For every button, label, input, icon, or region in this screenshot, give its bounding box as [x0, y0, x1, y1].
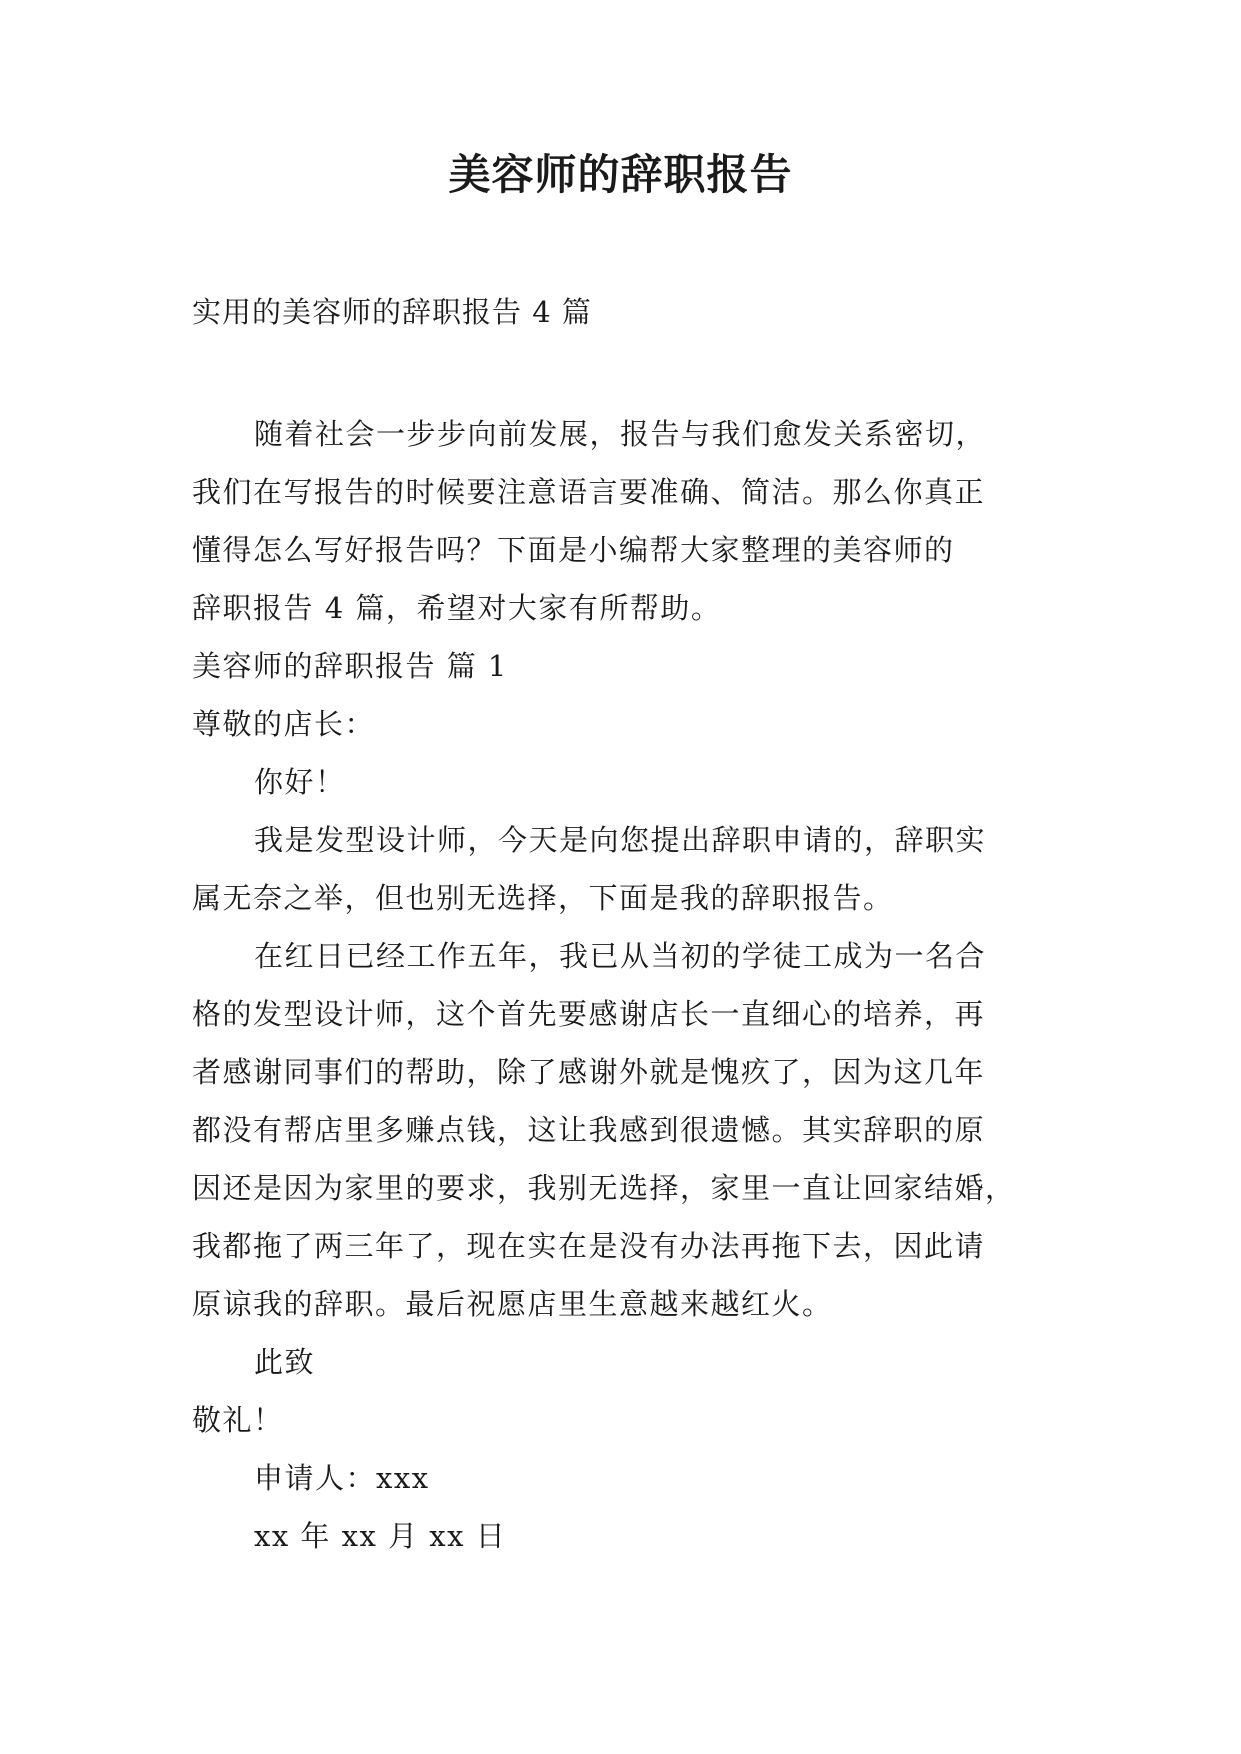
text-line: 者感谢同事们的帮助，除了感谢外就是愧疚了，因为这几年	[192, 1055, 986, 1089]
greeting	[192, 753, 1062, 811]
section-heading	[192, 637, 1062, 695]
document-body	[192, 405, 1062, 1565]
text-line: 原谅我的辞职。最后祝愿店里生意越来越红火。	[192, 1287, 833, 1321]
greeting-text: 你好！	[254, 765, 346, 799]
text-line: 都没有帮店里多赚点钱，这让我感到很遗憾。其实辞职的原	[192, 1113, 986, 1147]
document-subtitle: 实用的美容师的辞职报告 4 篇	[192, 295, 592, 329]
closing-text: 敬礼！	[192, 1403, 284, 1437]
applicant-text: 申请人：xxx	[254, 1461, 430, 1495]
closing-text: 此致	[254, 1345, 316, 1379]
salutation-text: 尊敬的店长：	[192, 707, 376, 741]
text-line: 我都拖了两三年了，现在实在是没有办法再拖下去，因此请	[192, 1229, 986, 1263]
text-line: 格的发型设计师，这个首先要感谢店长一直细心的培养，再	[192, 997, 986, 1031]
date-text: xx 年 xx 月 xx 日	[254, 1519, 507, 1553]
text-line: 我们在写报告的时候要注意语言要准确、简洁。那么你真正	[192, 475, 986, 509]
applicant-line	[192, 1449, 1062, 1507]
date-line	[192, 1507, 1062, 1565]
text-line: 我是发型设计师，今天是向您提出辞职申请的，辞职实	[254, 823, 987, 857]
text-line: 随着社会一步步向前发展，报告与我们愈发关系密切，	[254, 417, 987, 451]
intro-paragraph	[192, 405, 1062, 637]
closing-line-1	[192, 1333, 1062, 1391]
text-line: 属无奈之举，但也别无选择，下面是我的辞职报告。	[192, 881, 894, 915]
text-line: 因还是因为家里的要求，我别无选择，家里一直让回家结婚，	[192, 1171, 1016, 1205]
text-line: 辞职报告 4 篇，希望对大家有所帮助。	[192, 591, 722, 625]
body-paragraph-1	[192, 811, 1062, 927]
section-heading-text: 美容师的辞职报告 篇 1	[192, 649, 508, 683]
text-line: 在红日已经工作五年，我已从当初的学徒工成为一名合	[254, 939, 987, 973]
body-paragraph-2	[192, 927, 1062, 1333]
salutation	[192, 695, 1062, 753]
document-title: 美容师的辞职报告	[448, 150, 793, 199]
text-line: 懂得怎么写好报告吗？下面是小编帮大家整理的美容师的	[192, 533, 955, 567]
closing-line-2	[192, 1391, 1062, 1449]
